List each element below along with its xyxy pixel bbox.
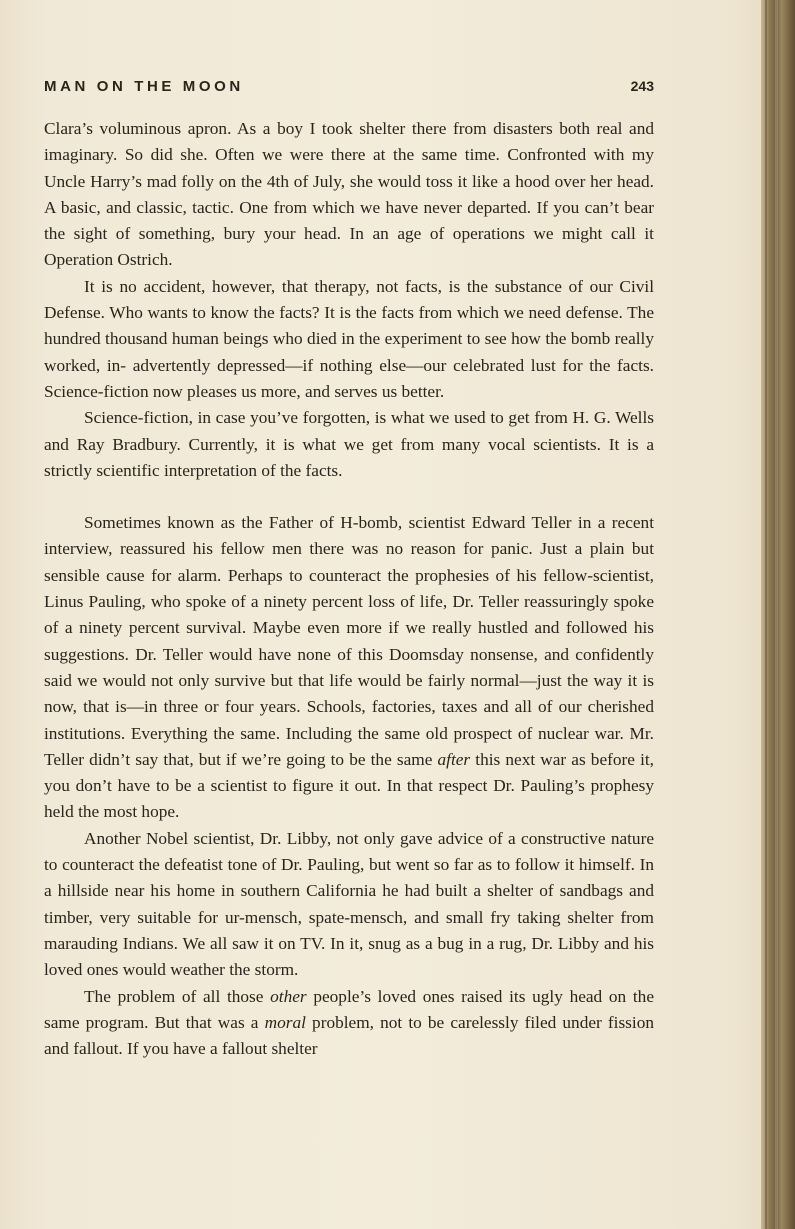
- body-text: [44, 116, 654, 1062]
- paragraph-6-emphasis-other: other: [270, 986, 307, 1006]
- running-head: MAN ON THE MOON: [44, 78, 244, 95]
- page-header: [44, 78, 654, 102]
- paragraph-1-text: Clara’s voluminous apron. As a boy I took shelter there from disasters both real and imaginary. So did she. Often we were there at the same time. Confronted with my Uncle Harry’s mad folly on the 4th of July, she would toss it like a hood over her head. A basic, and classic, tactic. One from which we have never departed. If you can’t bear the sight of something, bury your head. In an age of operations we might call it Operation Ostrich.: [44, 119, 654, 270]
- paragraph-6-text-b: people’s loved ones raised its ugly head on the same program. But that was a: [44, 986, 654, 1032]
- paragraph-4-text-b: this next war as before it, you don’t have to be a scientist to figure it out. In that respect Dr. Pauling’s prophesy held the most hope.: [44, 749, 654, 822]
- paragraph-6: [44, 984, 654, 1063]
- paragraph-2-text: It is no accident, however, that therapy, not facts, is the substance of our Civil Defense. Who wants to know the facts? It is the facts from which we need defense. The hundred thousand human beings who died in the experiment to see how the bomb really worked, in- advertently depressed—if nothing else—our celebrated lust for the facts. Science-fiction now pleases us more, and serves us better.: [44, 276, 654, 401]
- paragraph-6-text-c: problem, not to be carelessly filed under fission and fallout. If you have a fallout shelter: [44, 1012, 654, 1059]
- book-spine-edge: [761, 0, 795, 1229]
- paragraph-3-text: Science-fiction, in case you’ve forgotten, is what we used to get from H. G. Wells and Ray Bradbury. Currently, it is what we get from many vocal scientists. It is a strictly scientific interpretation of the facts.: [44, 408, 654, 480]
- page-number: 243: [630, 78, 654, 94]
- paragraph-6-emphasis-moral: moral: [264, 1012, 306, 1032]
- paragraph-3: [44, 405, 654, 484]
- paragraph-5: [44, 826, 654, 984]
- paragraph-4-text-a: Sometimes known as the Father of H-bomb, scientist Edward Teller in a recent interview, reassured his fellow men there was no reason for panic. Just a plain but sensible cause for alarm. Perhaps to counteract the prophesies of his fellow-scientist, Linus Pauling, who spoke of a ninety percent loss of life, Dr. Teller reassuringly spoke of a ninety percent survival. Maybe even more if we really hustled and followed his suggestions. Dr. Teller would have none of this Doomsday nonsense, and confidently said we would not only survive but that life would be fairly normal—just the way it is now, that is—in three or four years. Schools, factories, taxes and all of our cherished institutions. Everything the same. Including the same old prospect of nuclear war. Mr. Teller didn’t say that, but if we’re going to be the same: [44, 513, 654, 769]
- paragraph-2: [44, 274, 654, 405]
- paragraph-4-emphasis: after: [437, 749, 471, 769]
- paragraph-6-text-a: The problem of all those: [84, 986, 271, 1006]
- paragraph-4: [44, 510, 654, 826]
- paragraph-1: [44, 116, 654, 274]
- paragraph-5-text: Another Nobel scientist, Dr. Libby, not only gave advice of a constructive nature to counteract the defeatist tone of Dr. Pauling, but went so far as to follow it himself. In a hillside near his home in southern California he had built a shelter of sandbags and timber, very suitable for ur-mensch, spate-mensch, and small fry taking shelter from marauding Indians. We all saw it on TV. In it, snug as a bug in a rug, Dr. Libby and his loved ones would weather the storm.: [44, 828, 654, 980]
